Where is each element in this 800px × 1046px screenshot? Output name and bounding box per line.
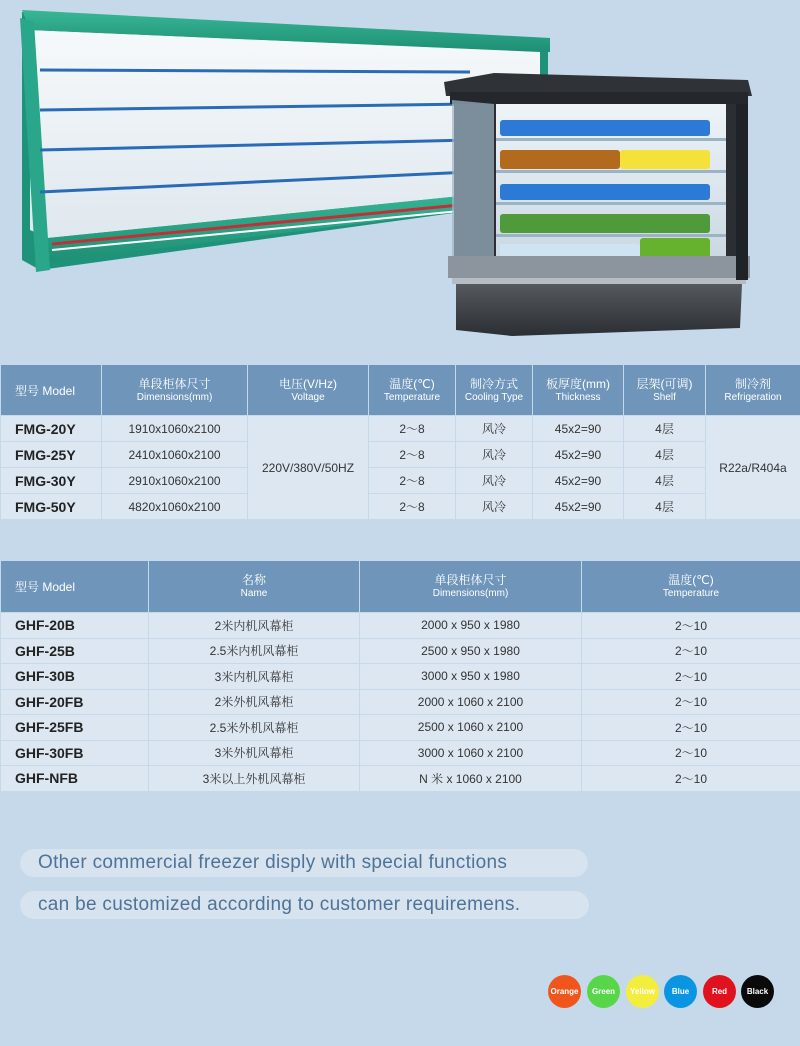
dimensions-cell: 4820x1060x2100 xyxy=(102,494,248,520)
table-header-row xyxy=(1,365,800,416)
model-cell: FMG-25Y xyxy=(1,442,102,468)
header-voltage: 电压(V/Hz) Voltage xyxy=(248,365,369,416)
model-cell: FMG-20Y xyxy=(1,416,102,442)
temperature-cell: 2～8 xyxy=(369,442,456,468)
model-cell: GHF-20FB xyxy=(1,689,149,715)
model-cell: FMG-30Y xyxy=(1,468,102,494)
name-cell: 2米外机风幕柜 xyxy=(149,689,360,715)
color-swatch-black: Black xyxy=(741,975,774,1008)
temperature-cell: 2～10 xyxy=(582,766,800,792)
dark-cabinet-image xyxy=(444,73,752,336)
shelf-cell: 4层 xyxy=(624,494,706,520)
model-cell: GHF-30B xyxy=(1,664,149,690)
color-swatch-red: Red xyxy=(703,975,736,1008)
table-row xyxy=(1,442,800,468)
name-cell: 2米内机风幕柜 xyxy=(149,613,360,639)
shelf-cell: 4层 xyxy=(624,468,706,494)
model-cell: GHF-20B xyxy=(1,613,149,639)
temperature-cell: 2～10 xyxy=(582,613,800,639)
table-row xyxy=(1,494,800,520)
table-row xyxy=(1,468,800,494)
header-dimensions: 单段柜体尺寸 Dimensions(mm) xyxy=(360,561,582,613)
header-shelf: 层架(可调) Shelf xyxy=(624,365,706,416)
table-row xyxy=(1,766,800,792)
dimensions-cell: 1910x1060x2100 xyxy=(102,416,248,442)
color-swatch-blue: Blue xyxy=(664,975,697,1008)
header-thickness: 板厚度(mm) Thickness xyxy=(533,365,624,416)
color-swatch-orange: Orange xyxy=(548,975,581,1008)
name-cell: 3米外机风幕柜 xyxy=(149,740,360,766)
thickness-cell: 45x2=90 xyxy=(533,416,624,442)
model-cell: GHF-NFB xyxy=(1,766,149,792)
thickness-cell: 45x2=90 xyxy=(533,468,624,494)
temperature-cell: 2～10 xyxy=(582,740,800,766)
dimensions-cell: 2000 x 1060 x 2100 xyxy=(360,689,582,715)
color-swatch-green: Green xyxy=(587,975,620,1008)
table-row xyxy=(1,416,800,442)
table-row xyxy=(1,689,800,715)
header-cooling-type: 制冷方式 Cooling Type xyxy=(456,365,533,416)
table-header-row xyxy=(1,561,800,613)
table-row xyxy=(1,664,800,690)
header-model: 型号 Model xyxy=(1,561,149,613)
shelf-cell: 4层 xyxy=(624,442,706,468)
model-cell: GHF-25FB xyxy=(1,715,149,741)
product-illustration xyxy=(0,0,800,350)
temperature-cell: 2～8 xyxy=(369,468,456,494)
thickness-cell: 45x2=90 xyxy=(533,442,624,468)
model-cell: GHF-25B xyxy=(1,638,149,664)
color-options xyxy=(548,975,788,1009)
header-temperature: 温度(℃) Temperature xyxy=(369,365,456,416)
model-cell: FMG-50Y xyxy=(1,494,102,520)
dimensions-cell: 3000 x 1060 x 2100 xyxy=(360,740,582,766)
model-cell: GHF-30FB xyxy=(1,740,149,766)
temperature-cell: 2～8 xyxy=(369,494,456,520)
thickness-cell: 45x2=90 xyxy=(533,494,624,520)
cooling-cell: 风冷 xyxy=(456,442,533,468)
customization-note-line-2: can be customized according to customer requiremens. xyxy=(20,891,589,919)
table-row xyxy=(1,638,800,664)
header-name: 名称 Name xyxy=(149,561,360,613)
temperature-cell: 2～10 xyxy=(582,715,800,741)
cooling-cell: 风冷 xyxy=(456,416,533,442)
dimensions-cell: 3000 x 950 x 1980 xyxy=(360,664,582,690)
dimensions-cell: 2000 x 950 x 1980 xyxy=(360,613,582,639)
dimensions-cell: 2410x1060x2100 xyxy=(102,442,248,468)
customization-note-line-1: Other commercial freezer disply with special functions xyxy=(20,849,588,877)
header-dimensions: 单段柜体尺寸 Dimensions(mm) xyxy=(102,365,248,416)
dimensions-cell: 2500 x 1060 x 2100 xyxy=(360,715,582,741)
table-row xyxy=(1,613,800,639)
table-row xyxy=(1,715,800,741)
fmg-spec-table xyxy=(0,364,800,520)
cooling-cell: 风冷 xyxy=(456,468,533,494)
refrigeration-cell: R22a/R404a xyxy=(706,416,800,520)
header-model: 型号 Model xyxy=(1,365,102,416)
name-cell: 3米内机风幕柜 xyxy=(149,664,360,690)
name-cell: 2.5米内机风幕柜 xyxy=(149,638,360,664)
cooling-cell: 风冷 xyxy=(456,494,533,520)
voltage-cell: 220V/380V/50HZ xyxy=(248,416,369,520)
ghf-spec-table xyxy=(0,560,800,792)
dimensions-cell: N 米 x 1060 x 2100 xyxy=(360,766,582,792)
header-refrigeration: 制冷剂 Refrigeration xyxy=(706,365,800,416)
temperature-cell: 2～8 xyxy=(369,416,456,442)
color-swatch-yellow: Yellow xyxy=(626,975,659,1008)
dimensions-cell: 2910x1060x2100 xyxy=(102,468,248,494)
temperature-cell: 2～10 xyxy=(582,664,800,690)
name-cell: 3米以上外机风幕柜 xyxy=(149,766,360,792)
table-row xyxy=(1,740,800,766)
temperature-cell: 2～10 xyxy=(582,638,800,664)
header-temperature: 温度(℃) Temperature xyxy=(582,561,800,613)
temperature-cell: 2～10 xyxy=(582,689,800,715)
name-cell: 2.5米外机风幕柜 xyxy=(149,715,360,741)
shelf-cell: 4层 xyxy=(624,416,706,442)
dimensions-cell: 2500 x 950 x 1980 xyxy=(360,638,582,664)
